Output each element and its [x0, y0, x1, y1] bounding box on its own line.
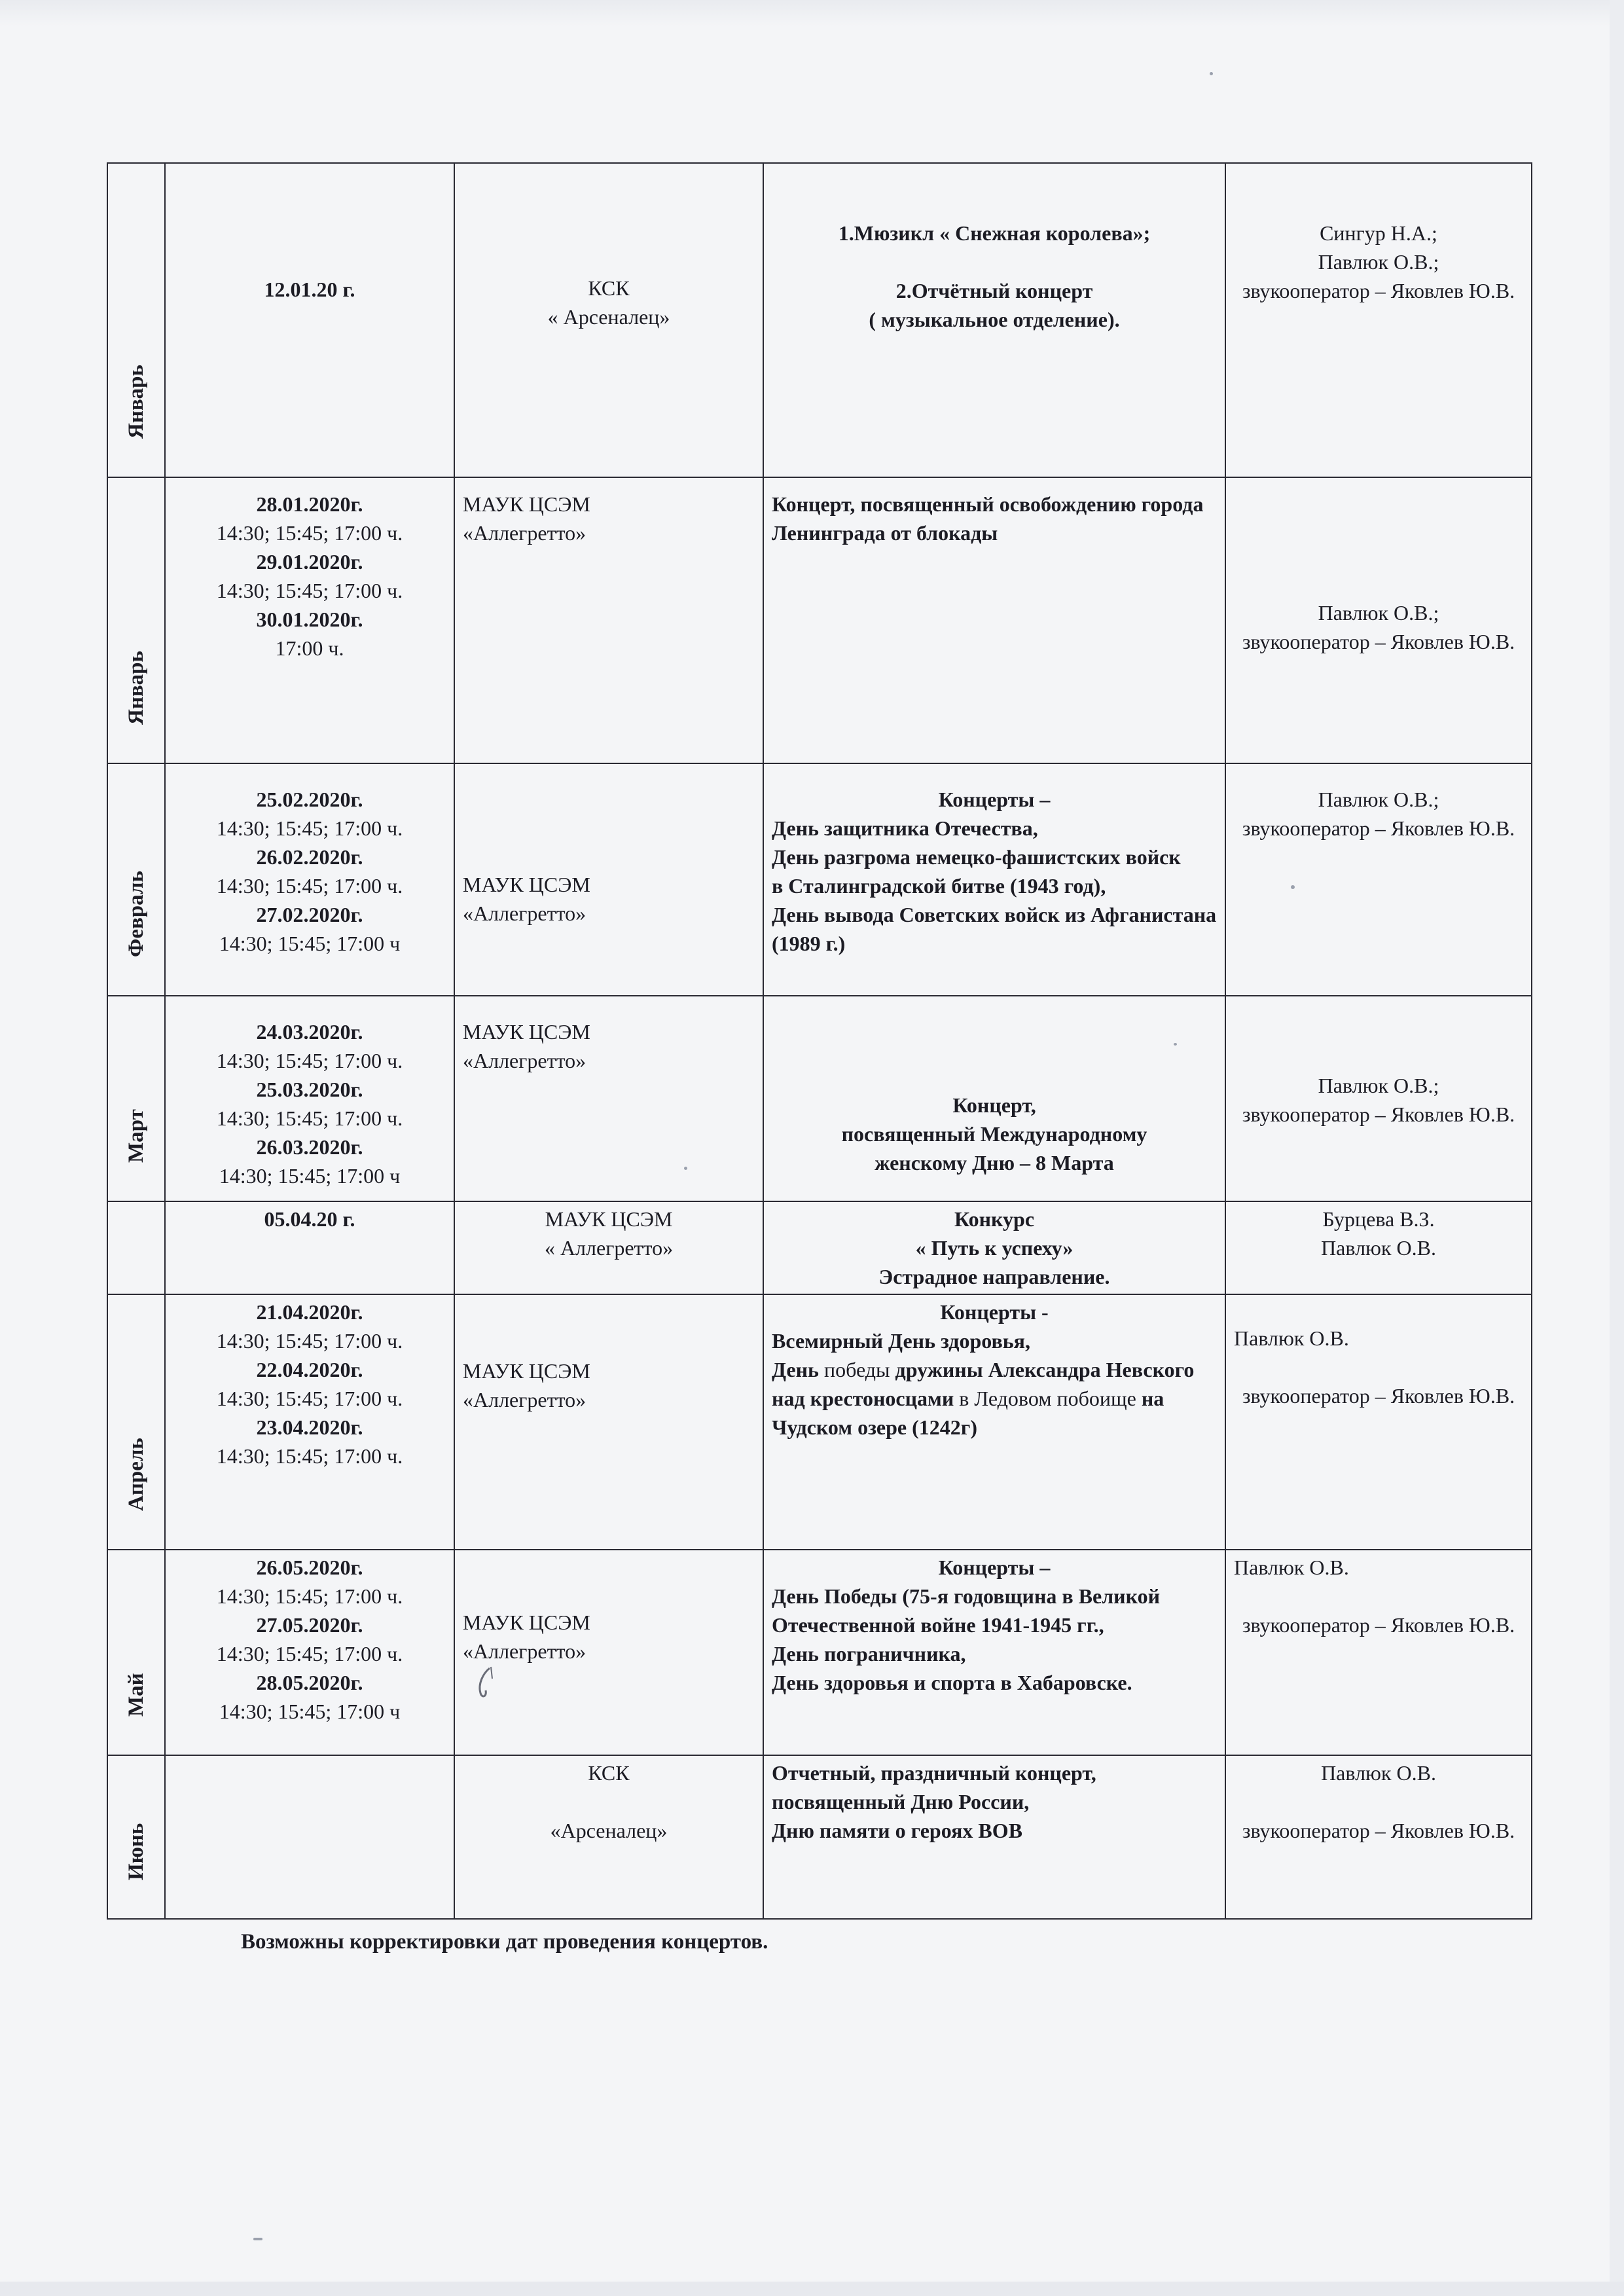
event-cell [763, 477, 1225, 763]
venue-name: МАУК ЦСЭМ [463, 1611, 590, 1634]
venue-name: «Аллегретто» [463, 1049, 586, 1072]
staff-name: Павлюк О.В. [1321, 1236, 1436, 1260]
event-times: 14:30; 15:45; 17:00 ч [219, 932, 401, 955]
staff-name: звукооператор – Яковлев Ю.В. [1242, 816, 1515, 840]
staff-cell [1225, 1755, 1532, 1919]
staff-name: Павлюк О.В.; [1318, 250, 1439, 274]
month-label: Май [124, 1673, 148, 1717]
staff-name: звукооператор – Яковлев Ю.В. [1242, 279, 1515, 302]
month-label: Январь [124, 651, 148, 725]
scan-edge-top [0, 0, 1624, 26]
month-cell [107, 763, 165, 996]
event-text: женскому Дню – 8 Марта [875, 1151, 1114, 1175]
scan-speck [253, 2238, 262, 2240]
date-cell [165, 163, 454, 477]
event-date: 26.02.2020г. [256, 845, 363, 869]
month-cell [107, 477, 165, 763]
staff-name [1234, 1787, 1523, 1816]
staff-name: Павлюк О.В.; [1318, 1074, 1439, 1097]
event-cell [763, 163, 1225, 477]
event-text [772, 247, 1217, 276]
event-cell [763, 1550, 1225, 1755]
staff-name: звукооператор – Яковлев Ю.В. [1242, 1613, 1515, 1637]
footer-note: Возможны корректировки дат проведения концертов. [241, 1930, 768, 1954]
venue-cell [454, 1294, 763, 1550]
event-text: День разгрома немецко-фашистских войск [772, 845, 1181, 869]
scan-edge-right [1610, 0, 1624, 2296]
venue-name: « Аллегретто» [544, 1236, 674, 1260]
table-row [107, 477, 1532, 763]
staff-name: Павлюк О.В. [1234, 1556, 1349, 1579]
venue-name: «Аллегретто» [463, 521, 586, 545]
event-text: на Чудском озере (1242г) [772, 1387, 1164, 1439]
event-text: в Сталинградской битве (1943 год), [772, 874, 1106, 898]
table-row [107, 1755, 1532, 1919]
event-text: Эстрадное направление. [878, 1265, 1110, 1288]
event-date: 21.04.2020г. [256, 1300, 363, 1324]
event-text: 2.Отчётный концерт [895, 279, 1093, 302]
month-cell [107, 1755, 165, 1919]
venue-name: МАУК ЦСЭМ [463, 492, 590, 516]
table-row [107, 763, 1532, 996]
event-text: Концерт, [952, 1093, 1036, 1117]
event-date: 24.03.2020г. [256, 1020, 363, 1044]
month-label: Апрель [124, 1438, 148, 1511]
event-times: 14:30; 15:45; 17:00 ч. [216, 1387, 403, 1410]
event-text: « Путь к успеху» [915, 1236, 1074, 1260]
event-times: 14:30; 15:45; 17:00 ч. [216, 521, 403, 545]
date-cell [165, 1294, 454, 1550]
staff-name: Бурцева В.З. [1322, 1207, 1435, 1231]
event-date: 26.05.2020г. [256, 1556, 363, 1579]
table-row [107, 1201, 1532, 1294]
staff-cell [1225, 477, 1532, 763]
venue-cell [454, 1755, 763, 1919]
event-cell [763, 763, 1225, 996]
staff-cell [1225, 1201, 1532, 1294]
event-times: 14:30; 15:45; 17:00 ч. [216, 1106, 403, 1130]
staff-cell [1225, 163, 1532, 477]
staff-cell [1225, 1550, 1532, 1755]
event-text: День здоровья и спорта в Хабаровске. [772, 1671, 1132, 1694]
event-date: 25.03.2020г. [256, 1078, 363, 1101]
table-row [107, 996, 1532, 1201]
venue-cell [454, 763, 763, 996]
venue-name: «Аллегретто» [463, 1639, 586, 1663]
staff-name: Сингур Н.А.; [1320, 221, 1437, 245]
event-date: 27.05.2020г. [256, 1613, 363, 1637]
staff-name: звукооператор – Яковлев Ю.В. [1242, 1102, 1515, 1126]
staff-name: звукооператор – Яковлев Ю.В. [1242, 1819, 1515, 1842]
venue-name: КСК [588, 276, 630, 300]
event-times: 14:30; 15:45; 17:00 ч. [216, 1049, 403, 1072]
staff-name: Павлюк О.В.; [1318, 788, 1439, 811]
event-times: 14:30; 15:45; 17:00 ч. [216, 1444, 403, 1468]
event-date: 30.01.2020г. [256, 608, 363, 631]
staff-name: Павлюк О.В. [1234, 1326, 1349, 1350]
event-times: 14:30; 15:45; 17:00 ч [219, 1700, 401, 1723]
event-date: 22.04.2020г. [256, 1358, 363, 1381]
staff-cell [1225, 996, 1532, 1201]
event-date: 28.01.2020г. [256, 492, 363, 516]
month-cell [107, 163, 165, 477]
event-cell [763, 1755, 1225, 1919]
month-label: Март [124, 1109, 148, 1163]
event-text: День пограничника, [772, 1642, 966, 1666]
date-cell [165, 1755, 454, 1919]
event-times: 14:30; 15:45; 17:00 ч. [216, 816, 403, 840]
event-cell [763, 1201, 1225, 1294]
venue-name: МАУК ЦСЭМ [463, 1359, 590, 1383]
event-times: 14:30; 15:45; 17:00 ч. [216, 1329, 403, 1353]
event-times: 14:30; 15:45; 17:00 ч [219, 1164, 401, 1188]
concert-schedule-table [107, 162, 1532, 1920]
date-cell [165, 1201, 454, 1294]
date-cell [165, 996, 454, 1201]
event-text: в Ледовом побоище [954, 1387, 1142, 1410]
scan-speck [1210, 72, 1213, 75]
event-text: ( музыкальное отделение). [869, 308, 1120, 331]
event-heading: Концерты – [938, 788, 1051, 811]
date-cell [165, 1550, 454, 1755]
staff-name: звукооператор – Яковлев Ю.В. [1242, 1384, 1515, 1408]
event-date: 27.02.2020г. [256, 903, 363, 926]
event-times: 17:00 ч. [275, 636, 344, 660]
event-date: 26.03.2020г. [256, 1135, 363, 1159]
event-heading: Концерты - [940, 1300, 1049, 1324]
venue-name: «Арсеналец» [550, 1819, 668, 1842]
event-date: 12.01.20 г. [264, 278, 355, 301]
venue-name: КСК [588, 1761, 630, 1785]
event-text: 1.Мюзикл « Снежная королева»; [838, 221, 1151, 245]
event-cell [763, 1294, 1225, 1550]
scan-edge-bottom [0, 2282, 1624, 2296]
month-cell [107, 1201, 165, 1294]
staff-name: Павлюк О.В.; [1318, 601, 1439, 625]
venue-name: «Аллегретто» [463, 1388, 586, 1412]
venue-cell [454, 163, 763, 477]
staff-cell [1225, 1294, 1532, 1550]
event-date: 05.04.20 г. [264, 1207, 355, 1231]
event-text: Концерт, посвященный освобождению города Ленинграда от блокады [772, 492, 1204, 545]
event-text: Всемирный День здоровья, [772, 1329, 1030, 1353]
event-text: День защитника Отечества, [772, 816, 1038, 840]
month-cell [107, 1294, 165, 1550]
event-date: 25.02.2020г. [256, 788, 363, 811]
event-times: 14:30; 15:45; 17:00 ч. [216, 1642, 403, 1666]
staff-name: Павлюк О.В. [1321, 1761, 1436, 1785]
venue-name [463, 1787, 755, 1816]
event-times: 14:30; 15:45; 17:00 ч. [216, 874, 403, 898]
venue-cell [454, 477, 763, 763]
event-date: 23.04.2020г. [256, 1415, 363, 1439]
month-label: Июнь [124, 1823, 148, 1880]
event-times: 14:30; 15:45; 17:00 ч. [216, 1584, 403, 1608]
event-cell [763, 996, 1225, 1201]
event-text: День Победы (75-я годовщина в Великой Отечественной войне 1941-1945 гг., [772, 1584, 1161, 1637]
table-row [107, 1294, 1532, 1550]
event-text: День вывода Советских войск из Афганистана (1989 г.) [772, 903, 1217, 955]
venue-name: МАУК ЦСЭМ [463, 1020, 590, 1044]
event-text: дружины Александра Невского над крестоносцами [772, 1358, 1195, 1410]
event-heading: Концерты – [938, 1556, 1051, 1579]
venue-cell [454, 996, 763, 1201]
venue-name: « Арсеналец» [547, 305, 670, 329]
event-text: День [772, 1358, 824, 1381]
venue-cell [454, 1201, 763, 1294]
table-row [107, 163, 1532, 477]
event-text: Отчетный, праздничный концерт, посвященный Дню России, [772, 1761, 1096, 1813]
venue-name: МАУК ЦСЭМ [463, 873, 590, 896]
event-times: 14:30; 15:45; 17:00 ч. [216, 579, 403, 602]
event-text-block [772, 1329, 1194, 1439]
event-date: 28.05.2020г. [256, 1671, 363, 1694]
month-cell [107, 1550, 165, 1755]
date-cell [165, 477, 454, 763]
event-text: посвященный Международному [841, 1122, 1147, 1146]
event-date: 29.01.2020г. [256, 550, 363, 574]
staff-name: звукооператор – Яковлев Ю.В. [1242, 630, 1515, 653]
event-text: Дню памяти о героях ВОВ [772, 1819, 1022, 1842]
date-cell [165, 763, 454, 996]
event-text: победы [823, 1358, 895, 1381]
staff-cell [1225, 763, 1532, 996]
event-text: Конкурс [954, 1207, 1035, 1231]
venue-name: «Аллегретто» [463, 902, 586, 925]
table-row [107, 1550, 1532, 1755]
venue-name: МАУК ЦСЭМ [545, 1207, 673, 1231]
venue-cell [454, 1550, 763, 1755]
month-label: Январь [124, 365, 148, 439]
month-cell [107, 996, 165, 1201]
month-label: Февраль [124, 871, 148, 957]
